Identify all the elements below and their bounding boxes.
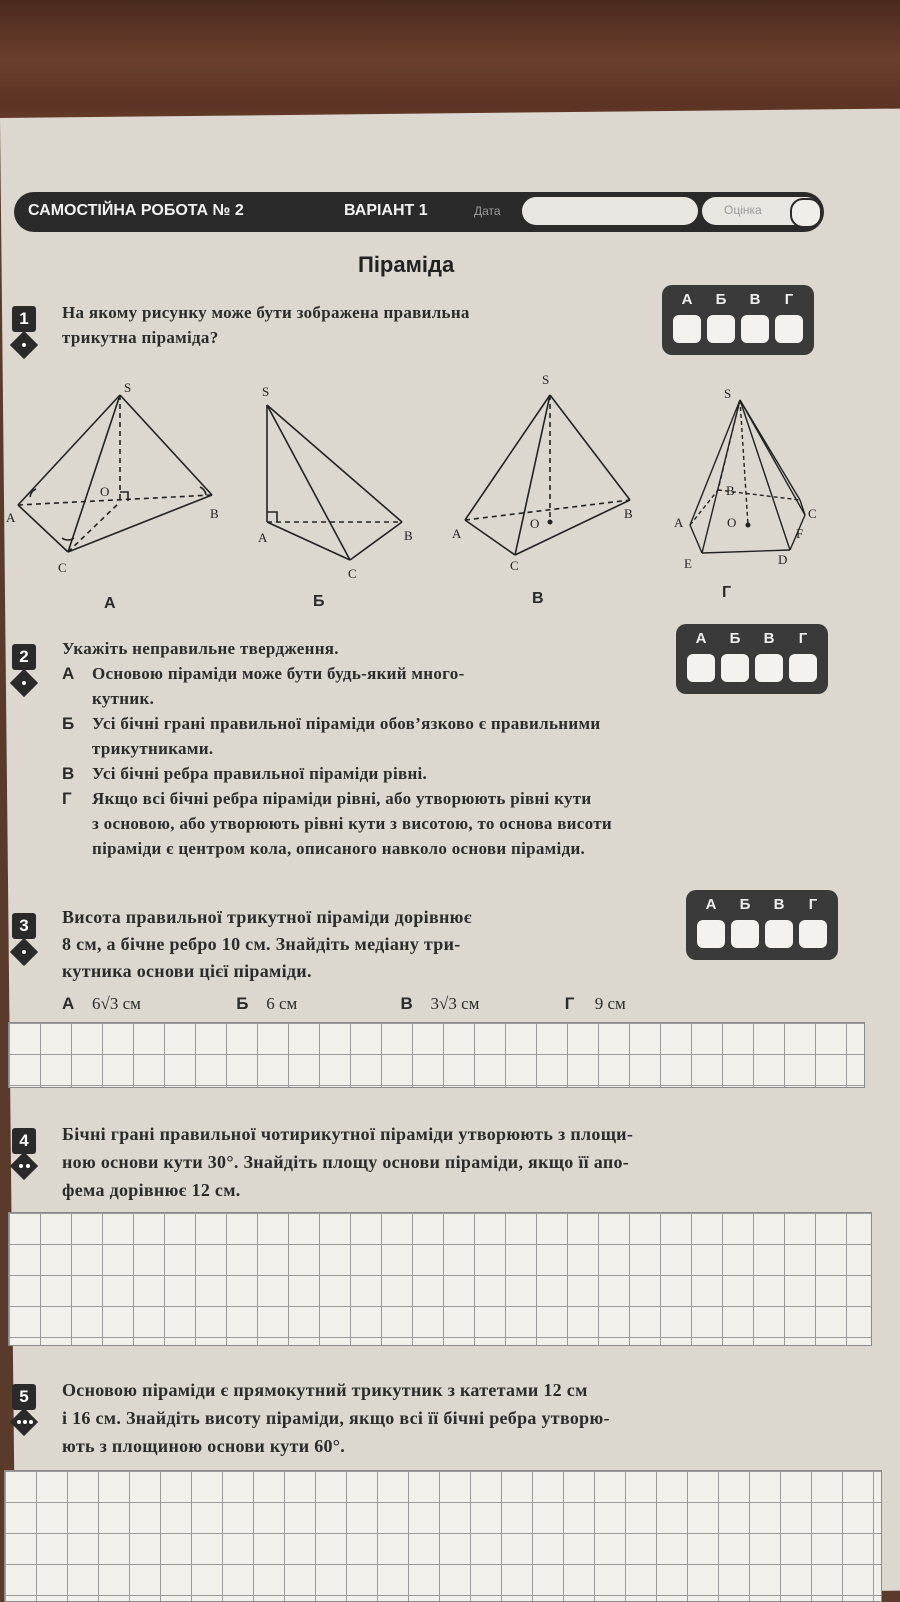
option-text: Усі бічні ребра правильної піраміди рівні. (92, 764, 428, 783)
figure-c-point-label: S (542, 372, 550, 387)
answer-value: 3√3 см (430, 994, 480, 1013)
question-number-2: 2 (12, 644, 36, 670)
answer-value: 6 см (266, 994, 298, 1013)
answer-grid-5[interactable] (4, 1470, 882, 1602)
answer-label-c: В (763, 630, 775, 647)
question-5-line: і 16 см. Знайдіть висоту піраміди, якщо всі її бічні ребра утворю- (62, 1408, 610, 1428)
option-letter: Г (62, 789, 72, 808)
question-1-text (62, 300, 652, 350)
figure-d-point-label: E (684, 556, 692, 571)
figure-a (18, 395, 212, 552)
answer-cell-d[interactable] (775, 315, 803, 343)
question-number-1: 1 (12, 306, 36, 332)
figure-d-point-label: A (674, 515, 684, 530)
answer-cell-b[interactable] (721, 654, 749, 682)
answer-label-a: А (705, 896, 717, 913)
answer-cell-a[interactable] (687, 654, 715, 682)
figure-d (690, 400, 805, 553)
question-3-answers (62, 994, 626, 1014)
figure-c-point-label: A (452, 526, 462, 541)
difficulty-dot (29, 1420, 33, 1424)
answer-label-b: Б (739, 896, 751, 913)
figure-c-center-point (548, 520, 553, 525)
difficulty-dot (22, 343, 26, 347)
answer-cell-a[interactable] (697, 920, 725, 948)
figure-a-point-label: S (124, 380, 132, 395)
question-4-line: ною основи кути 30°. Знайдіть площу основи піраміди, якщо її апо- (62, 1152, 630, 1172)
figure-b-point-label: B (404, 528, 413, 543)
question-5-line: ють з площиною основи кути 60°. (62, 1436, 346, 1456)
question-1-line: На якому рисунку може бути зображена правильна (62, 303, 470, 322)
figure-c-point-label: C (510, 558, 519, 573)
difficulty-dot (22, 681, 26, 685)
figure-label-a: А (104, 595, 116, 612)
figure-d-point-label: C (808, 506, 817, 521)
answer-letter: Б (236, 994, 249, 1013)
answer-letter: Г (564, 994, 575, 1013)
answer-label-d: Г (808, 896, 818, 913)
question-number-3: 3 (12, 913, 36, 939)
option-letter: В (62, 764, 75, 783)
answer-cell-d[interactable] (789, 654, 817, 682)
question-3-text (62, 904, 662, 985)
option-text-continued: кутник. (92, 689, 155, 708)
option-text-continued: з основою, або утворюють рівні кути з висотою, то основа висоти (92, 814, 612, 833)
answer-label-b: Б (715, 291, 727, 308)
difficulty-dot (19, 1164, 23, 1168)
answer-grid-3[interactable] (8, 1022, 865, 1088)
date-field[interactable] (522, 197, 698, 225)
question-3-line: Висота правильної трикутної піраміди дорівнює (62, 907, 472, 927)
difficulty-dot (17, 1420, 21, 1424)
figure-a-point-label: B (210, 506, 219, 521)
answer-cell-c[interactable] (765, 920, 793, 948)
figure-c-point-label: B (624, 506, 633, 521)
question-4-line: Бічні грані правильної чотирикутної піраміди утворюють з площи- (62, 1124, 634, 1144)
answer-box-1 (662, 285, 814, 355)
answer-label-a: А (695, 630, 707, 647)
answer-box-3 (686, 890, 838, 960)
option-text: Якщо всі бічні ребра піраміди рівні, або утворюють рівні кути (92, 789, 592, 808)
date-label: Дата (474, 204, 501, 218)
answer-letter: А (62, 994, 75, 1013)
figure-d-point-label: F (796, 526, 804, 541)
difficulty-dot (26, 1164, 30, 1168)
figure-label-b: Б (313, 593, 325, 610)
option-letter: Б (62, 714, 75, 733)
answer-label-d: Г (784, 291, 794, 308)
figure-d-point-label: B (726, 483, 735, 498)
question-1-line: трикутна піраміда? (62, 328, 219, 347)
answer-label-d: Г (798, 630, 808, 647)
figure-b-point-label: S (262, 384, 270, 399)
answer-cell-b[interactable] (707, 315, 735, 343)
answer-label-a: А (681, 291, 693, 308)
answer-label-b: Б (729, 630, 741, 647)
answer-label-c: В (773, 896, 785, 913)
answer-label-c: В (749, 291, 761, 308)
figure-d-point-label: S (724, 386, 732, 401)
question-2-option-c (62, 761, 862, 786)
figure-b-point-label: A (258, 530, 268, 545)
question-3-line: кутника основи цієї піраміди. (62, 961, 312, 981)
page-title: Піраміда (358, 252, 455, 277)
figure-b (267, 405, 402, 560)
question-2-prompt: Укажіть неправильне твердження. (62, 639, 339, 658)
worksheet-title: САМОСТІЙНА РОБОТА № 2 (28, 202, 244, 219)
grade-field[interactable] (790, 198, 822, 228)
header-bar (14, 192, 824, 232)
figure-c-point-label: O (530, 516, 540, 531)
figure-a-point-label: A (6, 510, 16, 525)
option-text-continued: піраміди є центром кола, описаного навколо основи піраміди. (92, 839, 586, 858)
question-4-line: фема дорівнює 12 см. (62, 1180, 241, 1200)
option-text: Усі бічні грані правильної піраміди обов’язково є правильними (92, 714, 601, 733)
option-text: Основою піраміди може бути будь-який много- (92, 664, 465, 683)
answer-cell-d[interactable] (799, 920, 827, 948)
answer-cell-c[interactable] (741, 315, 769, 343)
answer-value: 9 см (594, 994, 626, 1013)
figure-d-point-label: O (727, 515, 737, 530)
question-2-option-d (62, 786, 862, 811)
answer-grid-4[interactable] (8, 1212, 872, 1346)
question-number-4: 4 (12, 1128, 36, 1154)
grade-label: Оцінка (724, 203, 762, 217)
figure-a-point-label: C (58, 560, 67, 575)
answer-cell-c[interactable] (755, 654, 783, 682)
question-4-text (62, 1120, 892, 1204)
pyramid-figures (0, 370, 900, 620)
question-3-line: 8 см, а бічне ребро 10 см. Знайдіть медіану три- (62, 934, 461, 954)
figure-c (465, 395, 630, 555)
option-text-continued: трикутниками. (92, 739, 214, 758)
difficulty-dot (22, 950, 26, 954)
variant-label: ВАРІАНТ 1 (344, 202, 428, 219)
answer-letter: В (400, 994, 413, 1013)
option-letter: А (62, 664, 75, 683)
answer-cell-a[interactable] (673, 315, 701, 343)
question-5-text (62, 1376, 892, 1460)
question-number-5: 5 (12, 1384, 36, 1410)
figure-label-c: В (532, 590, 544, 607)
answer-cell-b[interactable] (731, 920, 759, 948)
figure-d-center-point (746, 523, 751, 528)
question-2-option-b (62, 711, 862, 736)
figure-a-point-label: O (100, 484, 110, 499)
answer-box-2 (676, 624, 828, 694)
figure-b-point-label: C (348, 566, 357, 581)
question-5-line: Основою піраміди є прямокутний трикутник з катетами 12 см (62, 1380, 588, 1400)
figure-label-d: Г (722, 584, 732, 601)
figure-d-point-label: D (778, 552, 788, 567)
difficulty-dot (23, 1420, 27, 1424)
answer-value: 6√3 см (92, 994, 141, 1013)
